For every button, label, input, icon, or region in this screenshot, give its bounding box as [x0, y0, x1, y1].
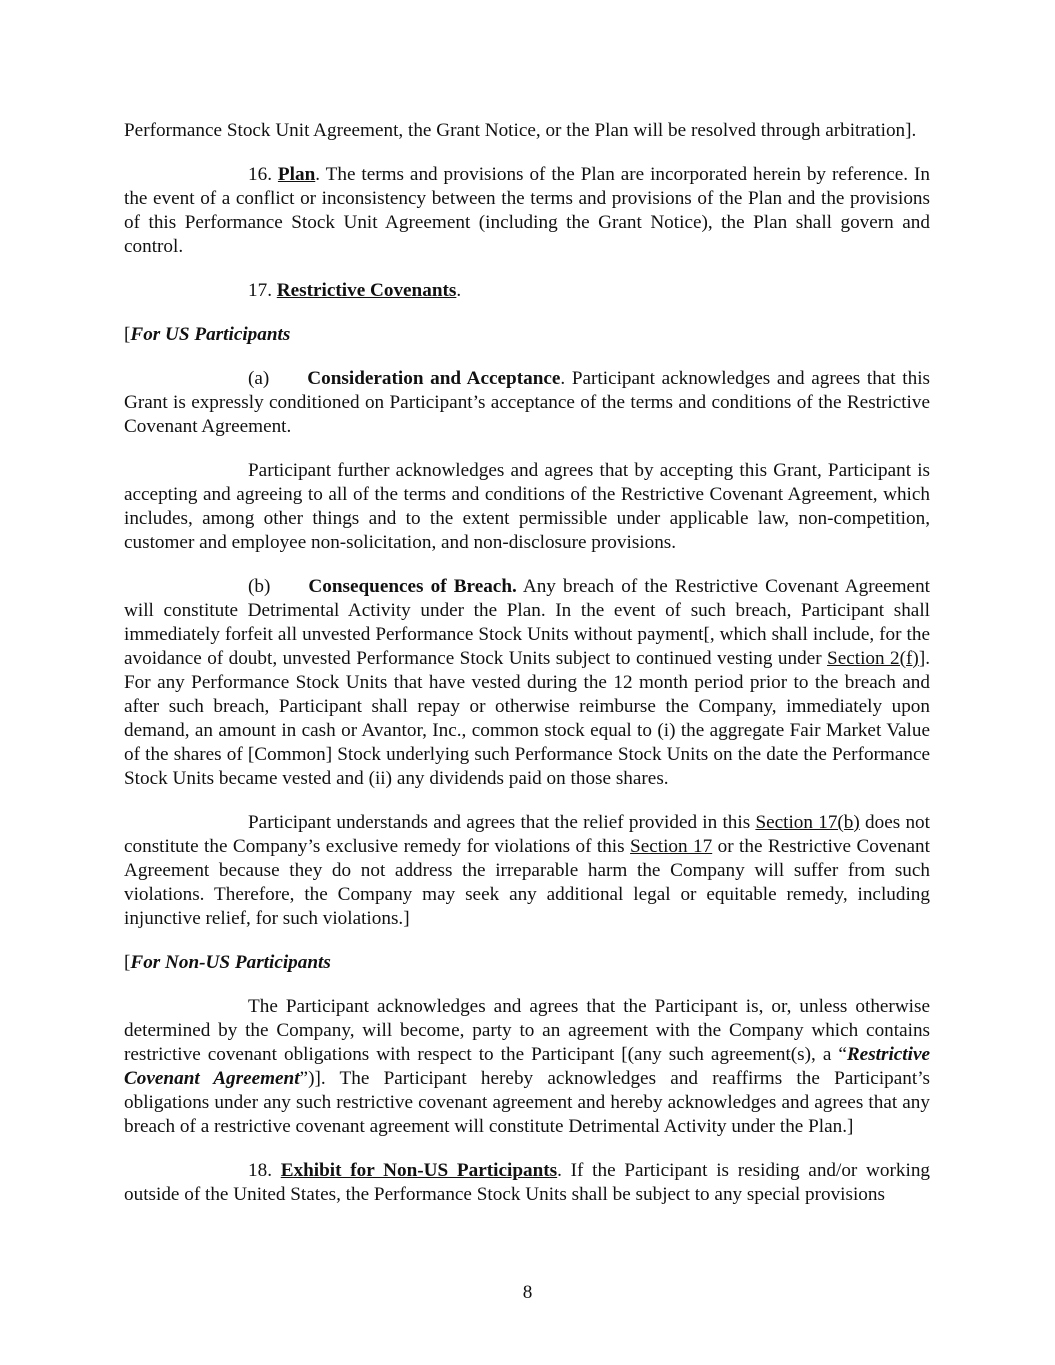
section-17b-label: (b) — [248, 576, 271, 597]
section-17-title: Restrictive Covenants — [276, 280, 457, 301]
non-us-heading-text: For Non-US Participants — [130, 952, 331, 973]
section-17-reference: Section 17 — [630, 836, 713, 857]
section-17b-cont-text-3: or the Restrictive Covenant Agreement because they do not address the irreparable harm the Company will suffer from such violations. Therefore, the Company may seek any additional legal or equitable remedy, including injunctive relief, for such violations.] — [124, 836, 930, 929]
section-18-text: . If the Participant is residing and/or working outside of the United States, the Performance Stock Units shall be subject to any special provisions — [124, 1160, 931, 1205]
section-17a-text: . Participant acknowledges and agrees that this Grant is expressly conditioned on Participant’s acceptance of the terms and conditions of the Restrictive Covenant Agreement. — [124, 368, 930, 437]
section-17b-continued — [124, 811, 930, 931]
section-17a — [124, 367, 930, 439]
section-17a-continued — [124, 459, 930, 555]
section-2f-reference: Section 2(f) — [827, 648, 919, 669]
us-heading-text: For US Participants — [130, 324, 291, 345]
section-17b-reference: Section 17(b) — [755, 812, 860, 833]
defined-term: Restrictive Covenant Agreement — [124, 1044, 930, 1089]
section-16-number: 16. — [248, 164, 272, 185]
section-16 — [124, 163, 930, 259]
intro-paragraph — [124, 119, 930, 143]
section-17-number: 17. — [248, 280, 272, 301]
us-bracket: [ — [124, 324, 131, 345]
intro-text: Performance Stock Unit Agreement, the Grant Notice, or the Plan will be resolved through arbitration]. — [124, 120, 917, 141]
section-18 — [124, 1159, 930, 1207]
section-17b-text-1: Any breach of the Restrictive Covenant Agreement will constitute Detrimental Activity under the Plan. In the event of such breach, Participant shall immediately forfeit all unvested Performance Stock Units without payment[, which shall include, for the avoidance of doubt, unvested Performance Stock Units subject to continued vesting under — [124, 576, 930, 669]
section-17-period: . — [456, 280, 462, 301]
section-17b-text-2: ]. For any Performance Stock Units that have vested during the 12 month period prior to the breach and after such breach, Participant shall repay or otherwise reimburse the Company, immediately upon demand, an amount in cash or Avantor, Inc., common stock equal to (i) the aggregate Fair Market Value of the shares of [Common] Stock underlying such Performance Stock Units on the date the Performance Stock Units became vested and (ii) any dividends paid on those shares. — [124, 648, 930, 789]
document-page — [124, 119, 930, 1207]
section-16-text: . The terms and provisions of the Plan are incorporated herein by reference. In the event of a conflict or inconsistency between the terms and provisions of the Plan and the provisions of this Performance Stock Unit Agreement (including the Grant Notice), the Plan shall govern and control. — [124, 164, 931, 257]
non-us-text-1: The Participant acknowledges and agrees that the Participant is, or, unless otherwise determined by the Company, will become, party to an agreement with the Company which contains restrictive covenant obligations with respect to the Participant [(any such agreement(s), a “ — [124, 996, 930, 1065]
section-18-title: Exhibit for Non-US Participants — [280, 1160, 558, 1181]
section-17a-title: Consideration and Acceptance — [307, 368, 561, 389]
section-16-title: Plan — [277, 164, 316, 185]
section-17b-cont-text-2: does not constitute the Company’s exclusive remedy for violations of this — [124, 812, 930, 857]
non-us-bracket: [ — [124, 952, 131, 973]
page-number: 8 — [522, 1282, 533, 1303]
section-17b-cont-text-1: Participant understands and agrees that the relief provided in this — [248, 812, 756, 833]
non-us-text-2: ”)]. The Participant hereby acknowledges and reaffirms the Participant’s obligations under any such restrictive covenant agreement and hereby acknowledges and agrees that any breach of a restrictive covenant agreement will constitute Detrimental Activity under the Plan.] — [124, 1068, 930, 1137]
non-us-participants-heading — [124, 951, 930, 975]
section-18-number: 18. — [248, 1160, 272, 1181]
non-us-paragraph — [124, 995, 930, 1139]
section-17-heading — [124, 279, 930, 303]
section-17a-continued-text: Participant further acknowledges and agrees that by accepting this Grant, Participant is accepting and agreeing to all of the terms and conditions of the Restrictive Covenant Agreement, which includes, among other things and to the extent permissible under applicable law, non-competition, customer and employee non-solicitation, and non-disclosure provisions. — [124, 460, 930, 553]
section-17b-title: Consequences of Breach. — [308, 576, 517, 597]
us-participants-heading — [124, 323, 930, 347]
section-17a-label: (a) — [248, 368, 270, 389]
section-17b — [124, 575, 930, 791]
